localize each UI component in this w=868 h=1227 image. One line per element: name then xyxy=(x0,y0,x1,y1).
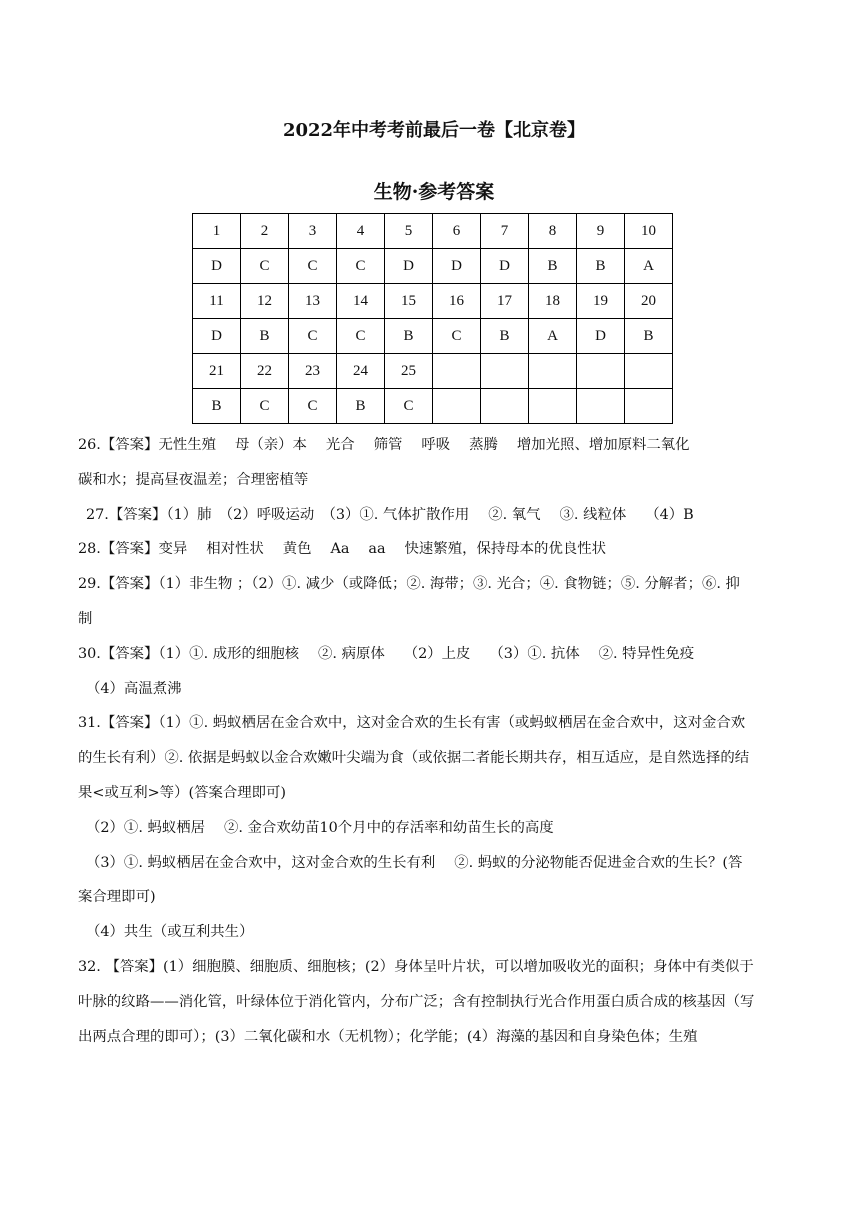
answer-line: 叶脉的纹路——消化管，叶绿体位于消化管内，分布广泛；含有控制执行光合作用蛋白质合成的核基因（写 xyxy=(78,993,755,1010)
table-row xyxy=(193,214,673,249)
answer-line: （4）高温煮沸 xyxy=(86,680,182,697)
answer-line: （2）①. 蚂蚁栖居 ②. 金合欢幼苗10个月中的存活率和幼苗生长的高度 xyxy=(86,819,554,836)
table-cell: C xyxy=(241,249,289,284)
table-cell xyxy=(529,354,577,389)
answer-line: 32. 【答案】(1）细胞膜、细胞质、细胞核；(2）身体呈叶片状，可以增加吸收光的面积；身体中有类似于 xyxy=(78,958,754,975)
table-row xyxy=(193,249,673,284)
table-cell xyxy=(481,389,529,424)
table-cell: A xyxy=(625,249,673,284)
answer-line: （3）①. 蚂蚁栖居在金合欢中，这对金合欢的生长有利 ②. 蚂蚁的分泌物能否促进金合欢的生长？(答 xyxy=(86,854,743,871)
table-cell: 3 xyxy=(289,214,337,249)
table-cell: 11 xyxy=(193,284,241,319)
table-cell xyxy=(481,354,529,389)
table-cell: 7 xyxy=(481,214,529,249)
table-row xyxy=(193,389,673,424)
table-cell: 2 xyxy=(241,214,289,249)
table-cell: B xyxy=(577,249,625,284)
page-title: 2022年中考考前最后一卷【北京卷】 xyxy=(282,120,586,141)
table-cell: D xyxy=(481,249,529,284)
table-cell xyxy=(625,354,673,389)
answer-line: 果<或互利>等）(答案合理即可) xyxy=(78,784,287,801)
table-cell: C xyxy=(289,249,337,284)
table-cell: B xyxy=(529,249,577,284)
table-cell: 19 xyxy=(577,284,625,319)
answer-line: 案合理即可) xyxy=(78,889,156,906)
table-cell: D xyxy=(193,319,241,354)
table-cell: C xyxy=(241,389,289,424)
table-cell: 12 xyxy=(241,284,289,319)
table-cell: B xyxy=(625,319,673,354)
table-cell: 20 xyxy=(625,284,673,319)
answer-line: 的生长有利）②. 依据是蚂蚁以金合欢嫩叶尖端为食（或依据二者能长期共存，相互适应，是自然选择的结 xyxy=(78,750,750,767)
table-cell: D xyxy=(193,249,241,284)
table-cell xyxy=(529,389,577,424)
table-cell: 23 xyxy=(289,354,337,389)
table-cell: 1 xyxy=(193,214,241,249)
table-cell: 25 xyxy=(385,354,433,389)
table-cell: B xyxy=(385,319,433,354)
table-cell: 21 xyxy=(193,354,241,389)
table-cell: C xyxy=(337,249,385,284)
answer-body-text xyxy=(78,428,792,1054)
table-cell: C xyxy=(385,389,433,424)
table-cell: 24 xyxy=(337,354,385,389)
table-cell: A xyxy=(529,319,577,354)
table-cell: 17 xyxy=(481,284,529,319)
table-cell: 18 xyxy=(529,284,577,319)
answer-table xyxy=(192,213,673,424)
answer-line: 出两点合理的即可）；(3）二氧化碳和水（无机物）；化学能；(4）海藻的基因和自身染色体；生殖 xyxy=(78,1028,698,1045)
answer-line: 制 xyxy=(78,610,93,627)
table-cell: 5 xyxy=(385,214,433,249)
table-cell: C xyxy=(337,319,385,354)
table-cell: 8 xyxy=(529,214,577,249)
table-cell: 9 xyxy=(577,214,625,249)
table-row xyxy=(193,284,673,319)
answer-line: 26.【答案】无性生殖 母（亲）本 光合 筛管 呼吸 蒸腾 增加光照、增加原料二氧化 xyxy=(78,437,690,453)
table-cell: B xyxy=(481,319,529,354)
answer-line: 29.【答案】（1）非生物 ；（2）①. 减少（或降低；②. 海带；③. 光合；④. 食物链；⑤. 分解者；⑥. 抑 xyxy=(78,576,740,593)
table-cell: 16 xyxy=(433,284,481,319)
table-row xyxy=(193,354,673,389)
table-cell: 4 xyxy=(337,214,385,249)
table-cell: B xyxy=(337,389,385,424)
answer-line: 30.【答案】（1）①. 成形的细胞核 ②. 病原体 （2）上皮 （3）①. 抗体 ②. 特异性免疫 xyxy=(78,645,695,662)
table-cell xyxy=(577,354,625,389)
table-cell xyxy=(577,389,625,424)
table-cell: B xyxy=(193,389,241,424)
table-cell: 15 xyxy=(385,284,433,319)
table-cell: 13 xyxy=(289,284,337,319)
table-cell xyxy=(433,354,481,389)
table-cell: D xyxy=(577,319,625,354)
table-cell: 6 xyxy=(433,214,481,249)
table-cell: C xyxy=(289,389,337,424)
answer-line: 27.【答案】（1）肺 （2）呼吸运动 （3）①. 气体扩散作用 ②. 氧气 ③. 线粒体 （4）B xyxy=(86,506,694,523)
table-cell: D xyxy=(385,249,433,284)
table-cell xyxy=(433,389,481,424)
table-cell: 10 xyxy=(625,214,673,249)
table-cell xyxy=(625,389,673,424)
table-cell: D xyxy=(433,249,481,284)
table-cell: 22 xyxy=(241,354,289,389)
answer-line: 碳和水；提高昼夜温差；合理密植等 xyxy=(78,471,309,488)
answer-line: 31.【答案】（1）①. 蚂蚁栖居在金合欢中，这对金合欢的生长有害（或蚂蚁栖居在金合欢中，这对金合欢 xyxy=(78,715,746,732)
answer-line: 28.【答案】变异 相对性状 黄色 Aa aa 快速繁殖，保持母本的优良性状 xyxy=(78,541,607,558)
table-cell: 14 xyxy=(337,284,385,319)
table-cell: C xyxy=(289,319,337,354)
table-row xyxy=(193,319,673,354)
table-cell: B xyxy=(241,319,289,354)
page-subtitle: 生物·参考答案 xyxy=(373,181,495,203)
table-cell: C xyxy=(433,319,481,354)
answer-line: （4）共生（或互利共生） xyxy=(86,924,254,941)
